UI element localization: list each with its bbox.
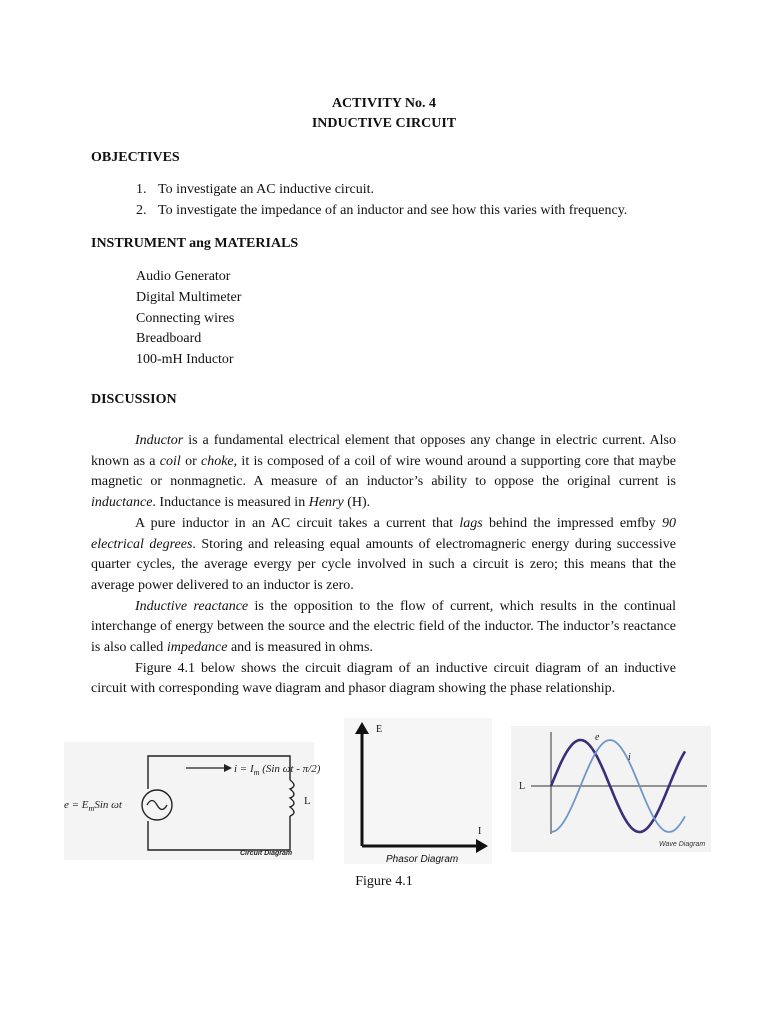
current-label: $i = I_m$ (Sin ωt - π/2) (234, 763, 321, 777)
objective-item (136, 182, 374, 198)
wave-i-label: i (628, 752, 631, 763)
circuit-diagram (64, 742, 321, 860)
materials-heading: INSTRUMENT ang MATERIALS (91, 236, 299, 251)
wave-e-label: e (595, 732, 600, 743)
objective-number: 1. (136, 182, 147, 197)
wave-l-label: L (519, 781, 526, 792)
discussion-heading: DISCUSSION (91, 392, 177, 407)
circuit-caption: Circuit Diagram (240, 850, 293, 857)
inductor-label: L (304, 795, 311, 807)
phasor-e-label: E (376, 724, 383, 735)
phasor-i-label: I (478, 826, 482, 837)
wave-diagram (511, 726, 711, 852)
source-label: $e = E_mSin$ ωt (64, 799, 122, 813)
material-item: Breadboard (136, 331, 202, 346)
material-item: Digital Multimeter (136, 290, 242, 305)
paragraph-reactance: Inductive reactance is the opposition to the flow of current, which results in the continual interchange of energy between the source and the electric field of the inductor. The inductor’s reactance is also called impedance and is measured in ohms. (91, 598, 676, 656)
discussion-body (91, 431, 676, 700)
material-item: Audio Generator (136, 269, 231, 284)
phasor-caption: Phasor Diagram (386, 854, 459, 865)
paragraph-ac-circuit: A pure inductor in an AC circuit takes a current that lags behind the impressed emfby 90 electrical degrees. Storing and releasing equal amounts of electromagneric energy during successive quarter cycles, the average evergy per cycle involved in such a circuit is zero; this means that the average power delivered to an inductor is zero. (91, 515, 676, 593)
objective-text: To investigate the impedance of an inductor and see how this varies with frequency. (158, 203, 628, 218)
paragraph-figure-intro: Figure 4.1 below shows the circuit diagram of an inductive circuit diagram of an inductive circuit with corresponding wave diagram and phasor diagram showing the phase relationship. (91, 660, 676, 697)
activity-number: ACTIVITY No. 4 (331, 96, 437, 111)
objectives-heading: OBJECTIVES (91, 150, 180, 165)
objective-text: To investigate an AC inductive circuit. (158, 182, 374, 197)
activity-title: INDUCTIVE CIRCUIT (311, 116, 457, 131)
wave-caption: Wave Diagram (659, 841, 706, 848)
material-item: 100-mH Inductor (136, 352, 234, 367)
figure-caption: Figure 4.1 (355, 874, 413, 889)
objective-number: 2. (136, 203, 147, 218)
paragraph-inductor: Inductor is a fundamental electrical element that opposes any change in electric current. Also known as a coil or choke, it is composed of a coil of wire wound around a supporting core that maybe magnetic or nonmagnetic. A measure of an inductor’s ability to oppose the original current is inductance. Inductance is measured in Henry (H). (91, 433, 676, 511)
material-item: Connecting wires (136, 311, 235, 326)
objective-item (136, 203, 627, 219)
phasor-diagram (344, 718, 492, 864)
